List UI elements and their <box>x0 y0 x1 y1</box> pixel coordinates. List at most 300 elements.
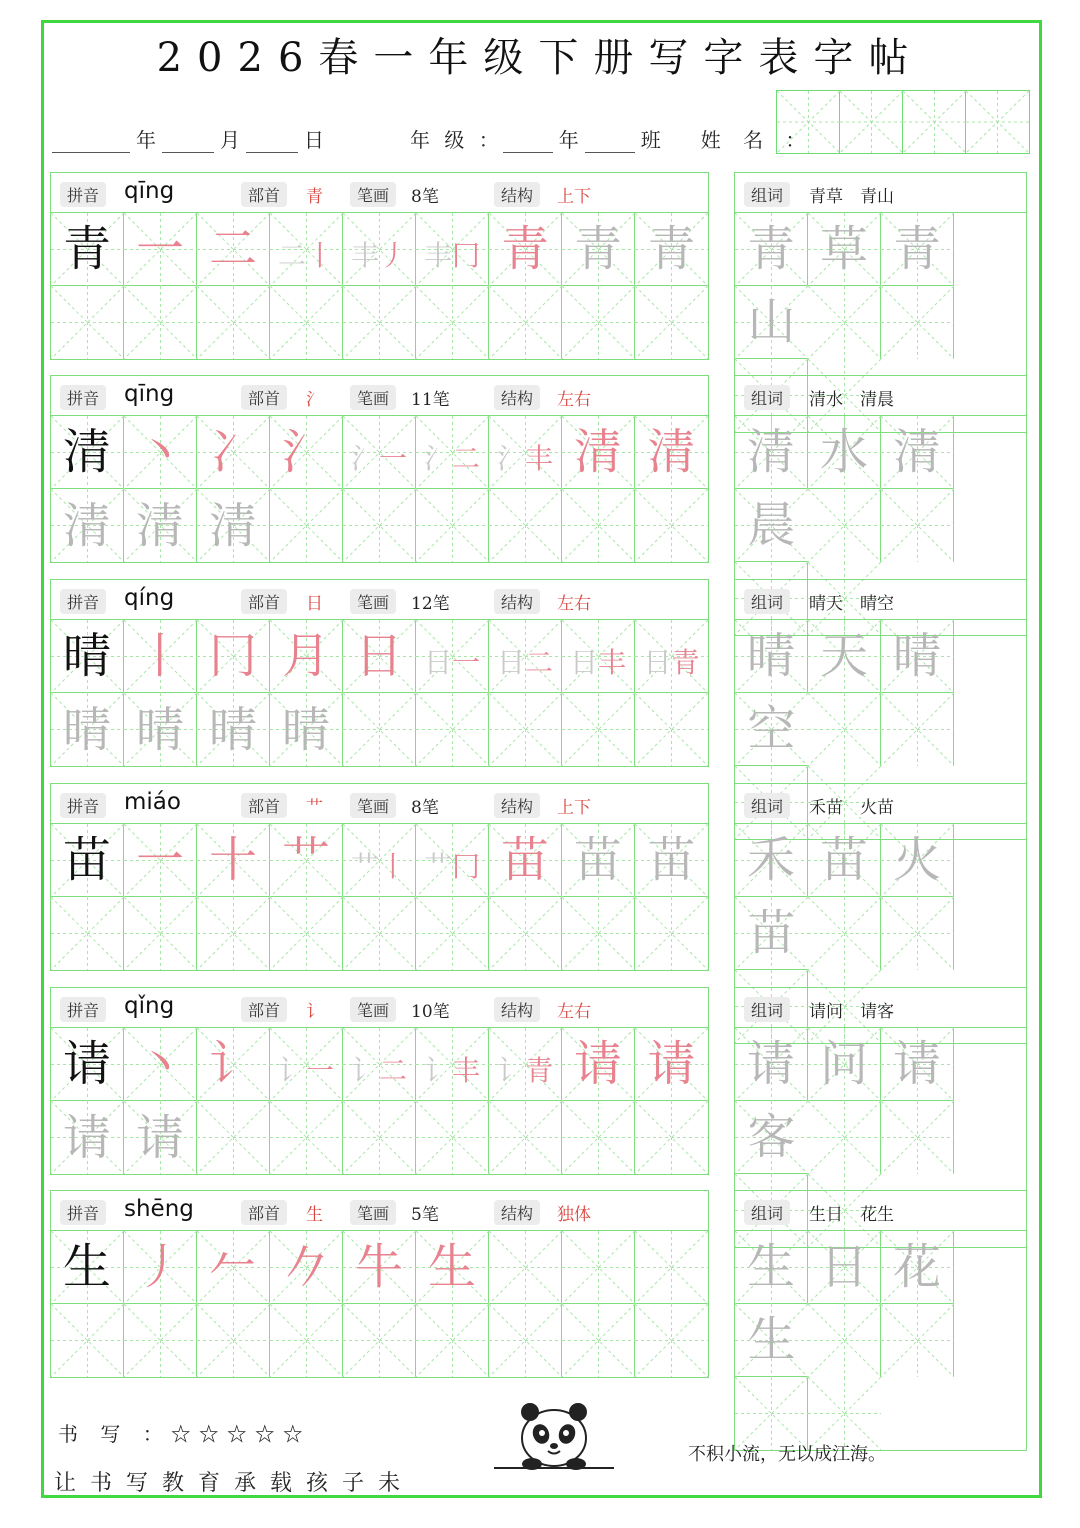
prev-strokes: 讠 <box>277 1054 306 1087</box>
writing-cell[interactable] <box>562 897 635 970</box>
writing-cell[interactable] <box>489 1101 562 1174</box>
new-stroke: 二 <box>452 442 481 475</box>
writing-cell[interactable] <box>51 489 124 562</box>
new-stroke: 丰 <box>598 646 627 679</box>
word-header <box>735 784 1026 824</box>
word-cell <box>735 620 808 693</box>
writing-cell[interactable] <box>197 1101 270 1174</box>
writing-cell[interactable] <box>51 1101 124 1174</box>
structure-value: 上下 <box>557 187 591 207</box>
stroke-step <box>135 424 184 480</box>
name-box-cell[interactable] <box>966 91 1029 153</box>
words-value: 晴天 晴空 <box>809 594 894 614</box>
word-cell[interactable] <box>808 1101 881 1174</box>
word-trace-character: 天 <box>819 628 868 684</box>
model-character: 苗 <box>62 832 111 888</box>
structure-value: 左右 <box>557 390 591 410</box>
writing-cell[interactable] <box>562 1101 635 1174</box>
stroke-order-cell <box>416 1028 489 1101</box>
stroke-step <box>647 424 696 480</box>
writing-cell[interactable] <box>635 1101 708 1174</box>
word-cell[interactable] <box>881 693 954 766</box>
writing-cell[interactable] <box>416 1101 489 1174</box>
word-trace-character: 山 <box>747 294 796 350</box>
stroke-order-cell <box>124 620 197 693</box>
new-stroke: 冂 <box>452 850 481 883</box>
pinyin-value: miáo <box>124 789 181 815</box>
stroke-order-cell <box>343 1231 416 1304</box>
stroke-order-cell <box>343 620 416 693</box>
stroke-order-cell <box>489 620 562 693</box>
new-stroke: 一 <box>135 221 184 277</box>
practice-grid <box>51 1231 708 1377</box>
writing-cell[interactable] <box>635 286 708 359</box>
character-info-header <box>51 1191 708 1231</box>
word-cell[interactable] <box>881 1304 954 1377</box>
stroke-step <box>500 832 549 888</box>
page-title: 2026春一年级下册写字表字帖 <box>156 35 924 81</box>
stroke-step <box>278 1040 334 1088</box>
writing-cell[interactable] <box>416 897 489 970</box>
word-cell <box>881 213 954 286</box>
word-grid <box>735 1231 1026 1450</box>
words-tag: 组词 <box>744 385 790 410</box>
new-stroke: 氵 <box>281 424 330 480</box>
year-label: 年 <box>136 128 156 152</box>
writing-cell[interactable] <box>270 286 343 359</box>
stroke-step <box>573 1036 622 1092</box>
stroke-step <box>643 632 699 680</box>
word-cell <box>808 213 881 286</box>
stroke-order-cell <box>562 824 635 897</box>
pinyin-value: qíng <box>124 585 175 611</box>
writing-cell[interactable] <box>51 897 124 970</box>
word-cell[interactable] <box>881 897 954 970</box>
writing-cell[interactable] <box>635 1304 708 1377</box>
new-stroke: 讠 <box>208 1036 257 1092</box>
stroke-step <box>135 1036 184 1092</box>
new-stroke: 十 <box>208 832 257 888</box>
stroke-step <box>135 628 184 684</box>
new-stroke: 二 <box>379 1054 408 1087</box>
writing-cell[interactable] <box>562 693 635 766</box>
model-character: 晴 <box>62 628 111 684</box>
stroke-step <box>424 632 480 680</box>
stroke-order-cell <box>489 1231 562 1304</box>
word-trace-character: 空 <box>747 701 796 757</box>
name-box-cell[interactable] <box>777 91 840 153</box>
prev-strokes: 日 <box>569 646 598 679</box>
panda-icon <box>494 1396 614 1478</box>
new-stroke: 清 <box>573 424 622 480</box>
pinyin-tag: 拼音 <box>60 1200 106 1225</box>
word-header <box>735 580 1026 620</box>
word-trace-character: 青 <box>746 221 795 277</box>
character-practice-block <box>50 172 709 360</box>
character-info-header <box>51 784 708 824</box>
word-cell <box>735 213 808 286</box>
new-stroke: 日 <box>354 628 403 684</box>
writing-cell[interactable] <box>489 897 562 970</box>
word-cell <box>881 824 954 897</box>
writing-cell[interactable] <box>489 489 562 562</box>
stroke-order-cell <box>635 824 708 897</box>
stroke-step <box>281 424 330 480</box>
structure-tag: 结构 <box>494 182 540 207</box>
radical-value: 讠 <box>306 1002 323 1022</box>
writing-cell[interactable] <box>416 693 489 766</box>
new-stroke: 丨 <box>379 850 408 883</box>
word-trace-character: 青 <box>892 221 941 277</box>
prev-strokes: 日 <box>643 646 672 679</box>
stroke-step <box>424 836 480 884</box>
strokes-tag: 笔画 <box>350 1200 396 1225</box>
words-tag: 组词 <box>744 589 790 614</box>
word-cell[interactable] <box>808 1304 881 1377</box>
stroke-step <box>351 836 407 884</box>
model-cell <box>51 1231 124 1304</box>
stroke-step <box>424 428 480 476</box>
character-practice-block <box>50 783 709 971</box>
stroke-order-cell <box>635 620 708 693</box>
writing-cell[interactable] <box>270 693 343 766</box>
prev-strokes: 日 <box>423 646 452 679</box>
name-label: 姓 名 ： <box>700 128 814 152</box>
new-stroke: 请 <box>647 1036 696 1092</box>
grade-year-label: 年 <box>558 128 579 152</box>
new-stroke: 𠂉 <box>208 1239 257 1295</box>
writing-cell[interactable] <box>343 693 416 766</box>
word-cell[interactable] <box>881 1101 954 1174</box>
stroke-step <box>351 1040 407 1088</box>
writing-cell[interactable] <box>124 693 197 766</box>
radical-tag: 部首 <box>241 997 287 1022</box>
word-trace-character: 晨 <box>747 497 796 553</box>
new-stroke: 请 <box>573 1036 622 1092</box>
grade-label: 年 级 ： <box>410 128 503 152</box>
name-boxes[interactable] <box>776 90 1030 154</box>
trace-character: 晴 <box>208 701 257 758</box>
stroke-step <box>208 628 257 684</box>
writing-cell[interactable] <box>197 897 270 970</box>
new-stroke: 𠂊 <box>281 1239 330 1295</box>
new-stroke: 丶 <box>135 424 184 480</box>
stroke-order-cell <box>270 1231 343 1304</box>
writing-cell[interactable] <box>635 489 708 562</box>
stroke-order-cell <box>270 620 343 693</box>
rating-stars: 书 写 ：☆☆☆☆☆ <box>58 1422 311 1446</box>
student-info-line <box>52 124 813 153</box>
words-value: 请问 请客 <box>809 1002 894 1022</box>
grade-blank[interactable] <box>503 133 553 153</box>
writing-cell[interactable] <box>562 1304 635 1377</box>
word-cell[interactable] <box>808 489 881 562</box>
name-box-cell[interactable] <box>840 91 903 153</box>
structure-value: 上下 <box>557 798 591 818</box>
stroke-step <box>497 428 553 476</box>
character-info-header <box>51 376 708 416</box>
new-stroke: 月 <box>281 628 330 684</box>
model-cell <box>51 824 124 897</box>
stroke-step <box>135 832 184 888</box>
stroke-order-cell <box>343 824 416 897</box>
radical-value: 艹 <box>306 798 323 818</box>
writing-cell[interactable] <box>489 286 562 359</box>
stroke-order-cell <box>270 213 343 286</box>
prev-strokes: 艹 <box>423 850 452 883</box>
word-cell <box>808 620 881 693</box>
practice-grid <box>51 416 708 562</box>
strokes-tag: 笔画 <box>350 182 396 207</box>
structure-value: 左右 <box>557 594 591 614</box>
word-header <box>735 376 1026 416</box>
quote-text: 不积小流，无以成江海。 <box>688 1444 886 1465</box>
pinyin-tag: 拼音 <box>60 997 106 1022</box>
word-header <box>735 1191 1026 1231</box>
trace-character: 晴 <box>281 701 330 758</box>
writing-cell[interactable] <box>124 1101 197 1174</box>
stroke-step <box>570 632 626 680</box>
writing-cell[interactable] <box>51 286 124 359</box>
words-tag: 组词 <box>744 1200 790 1225</box>
character-practice-block <box>50 987 709 1175</box>
writing-cell[interactable] <box>197 489 270 562</box>
writing-cell[interactable] <box>562 286 635 359</box>
writing-cell[interactable] <box>270 897 343 970</box>
stroke-order-cell <box>416 620 489 693</box>
pinyin-tag: 拼音 <box>60 589 106 614</box>
word-cell <box>881 416 954 489</box>
character-practice-block <box>50 375 709 563</box>
stroke-step <box>424 225 480 273</box>
trace-character: 清 <box>62 497 111 554</box>
pinyin-tag: 拼音 <box>60 385 106 410</box>
stroke-step <box>500 221 549 277</box>
stroke-step <box>351 428 407 476</box>
structure-tag: 结构 <box>494 385 540 410</box>
word-cell[interactable] <box>881 286 954 359</box>
word-cell <box>735 1101 808 1174</box>
strokes-value: 8笔 <box>411 187 439 207</box>
writing-cell[interactable] <box>635 897 708 970</box>
practice-grid <box>51 213 708 359</box>
stroke-order-cell <box>416 824 489 897</box>
slogan-text: 让书写教育承载孩子未 <box>54 1471 415 1496</box>
strokes-value: 5笔 <box>411 1205 439 1225</box>
word-practice-block <box>734 1190 1027 1451</box>
writing-cell[interactable] <box>343 1304 416 1377</box>
strokes-tag: 笔画 <box>350 997 396 1022</box>
model-character: 清 <box>62 424 111 480</box>
stroke-order-cell <box>562 1028 635 1101</box>
word-cell <box>735 897 808 970</box>
pinyin-value: qīng <box>124 178 175 204</box>
word-trace-character: 禾 <box>746 832 795 888</box>
writing-cell[interactable] <box>343 1101 416 1174</box>
radical-tag: 部首 <box>241 589 287 614</box>
character-info-header <box>51 173 708 213</box>
writing-cell[interactable] <box>270 1101 343 1174</box>
writing-cell[interactable] <box>124 1304 197 1377</box>
word-cell[interactable] <box>808 286 881 359</box>
model-cell <box>51 1028 124 1101</box>
stroke-step <box>208 424 257 480</box>
stroke-order-cell <box>343 416 416 489</box>
prev-strokes: 氵 <box>423 442 452 475</box>
stroke-step <box>208 832 257 888</box>
model-cell <box>51 620 124 693</box>
words-value: 禾苗 火苗 <box>809 798 894 818</box>
prev-strokes: 讠 <box>496 1054 525 1087</box>
new-stroke: 清 <box>647 424 696 480</box>
month-blank[interactable] <box>162 133 214 153</box>
stroke-order-cell <box>197 416 270 489</box>
structure-value: 左右 <box>557 1002 591 1022</box>
stroke-step <box>135 1239 184 1295</box>
word-cell <box>735 1304 808 1377</box>
stroke-order-cell <box>197 824 270 897</box>
stroke-order-cell <box>635 213 708 286</box>
writing-cell[interactable] <box>270 1304 343 1377</box>
word-cell <box>881 620 954 693</box>
stroke-order-cell <box>489 416 562 489</box>
new-stroke: 一 <box>135 832 184 888</box>
prev-strokes: 艹 <box>350 850 379 883</box>
new-stroke: 艹 <box>281 832 330 888</box>
new-stroke: 青 <box>671 646 700 679</box>
word-trace-character: 生 <box>747 1312 796 1368</box>
word-cell[interactable] <box>881 489 954 562</box>
word-trace-character: 问 <box>819 1036 868 1092</box>
new-stroke: 冂 <box>208 628 257 684</box>
name-box-cell[interactable] <box>903 91 966 153</box>
stroke-step <box>354 1239 403 1295</box>
writing-cell[interactable] <box>197 286 270 359</box>
new-stroke: 丿 <box>379 239 408 272</box>
writing-cell[interactable] <box>343 897 416 970</box>
word-header <box>735 173 1026 213</box>
writing-cell[interactable] <box>270 489 343 562</box>
day-blank[interactable] <box>246 133 298 153</box>
class-blank[interactable] <box>585 133 635 153</box>
word-trace-character: 苗 <box>747 905 796 961</box>
stroke-step <box>281 1239 330 1295</box>
practice-grid <box>51 824 708 970</box>
writing-cell[interactable] <box>124 489 197 562</box>
stroke-step <box>497 632 553 680</box>
word-cell <box>735 1231 808 1304</box>
words-tag: 组词 <box>744 182 790 207</box>
word-cell[interactable] <box>808 693 881 766</box>
trace-character: 青 <box>573 221 622 277</box>
stroke-step <box>135 221 184 277</box>
new-stroke: 丨 <box>306 239 335 272</box>
word-cell <box>808 416 881 489</box>
stroke-order-cell <box>270 824 343 897</box>
character-practice-block <box>50 1190 709 1378</box>
structure-tag: 结构 <box>494 1200 540 1225</box>
new-stroke: 丶 <box>135 1036 184 1092</box>
stroke-order-cell <box>197 1028 270 1101</box>
character-info-header <box>51 580 708 620</box>
writing-cell[interactable] <box>562 489 635 562</box>
strokes-value: 12笔 <box>411 594 450 614</box>
word-trace-character: 请 <box>892 1036 941 1092</box>
stroke-step <box>351 225 407 273</box>
word-cell <box>735 693 808 766</box>
writing-cell[interactable] <box>197 693 270 766</box>
stroke-order-cell <box>489 824 562 897</box>
stroke-step <box>208 221 257 277</box>
stroke-step <box>208 1036 257 1092</box>
trace-character: 请 <box>62 1109 111 1166</box>
writing-cell[interactable] <box>489 693 562 766</box>
writing-cell[interactable] <box>416 1304 489 1377</box>
word-cell <box>735 1028 808 1101</box>
structure-tag: 结构 <box>494 589 540 614</box>
writing-cell[interactable] <box>51 693 124 766</box>
word-trace-character: 火 <box>892 832 941 888</box>
writing-cell[interactable] <box>124 286 197 359</box>
new-stroke: 一 <box>452 646 481 679</box>
strokes-value: 10笔 <box>411 1002 450 1022</box>
trace-character: 请 <box>135 1109 184 1166</box>
structure-tag: 结构 <box>494 997 540 1022</box>
word-trace-character: 清 <box>746 424 795 480</box>
writing-cell[interactable] <box>416 489 489 562</box>
writing-cell[interactable] <box>343 286 416 359</box>
prev-strokes: 氵 <box>496 442 525 475</box>
word-trace-character: 晴 <box>746 628 795 684</box>
stroke-order-cell <box>270 416 343 489</box>
stroke-order-cell <box>197 620 270 693</box>
stroke-order-cell <box>635 1231 708 1304</box>
words-value: 青草 青山 <box>809 187 894 207</box>
trace-character: 青 <box>647 221 696 277</box>
writing-cell[interactable] <box>416 286 489 359</box>
stroke-step <box>278 225 334 273</box>
stroke-order-cell <box>270 1028 343 1101</box>
new-stroke: 一 <box>306 1054 335 1087</box>
structure-value: 独体 <box>557 1205 591 1225</box>
model-character: 请 <box>62 1036 111 1092</box>
pinyin-value: qīng <box>124 381 175 407</box>
stroke-order-cell <box>489 1028 562 1101</box>
writing-cell[interactable] <box>124 897 197 970</box>
stroke-order-cell <box>124 824 197 897</box>
stroke-order-cell <box>124 1231 197 1304</box>
stroke-order-cell <box>124 416 197 489</box>
writing-cell[interactable] <box>197 1304 270 1377</box>
writing-cell[interactable] <box>489 1304 562 1377</box>
character-practice-block <box>50 579 709 767</box>
stroke-order-cell <box>124 213 197 286</box>
stroke-order-cell <box>562 1231 635 1304</box>
writing-cell[interactable] <box>343 489 416 562</box>
stroke-step <box>208 1239 257 1295</box>
word-cell <box>881 1028 954 1101</box>
strokes-tag: 笔画 <box>350 385 396 410</box>
day-label: 日 <box>304 128 324 152</box>
word-cell[interactable] <box>808 897 881 970</box>
stroke-step <box>424 1040 480 1088</box>
words-value: 清水 清晨 <box>809 390 894 410</box>
writing-cell[interactable] <box>51 1304 124 1377</box>
new-stroke: 苗 <box>500 832 549 888</box>
writing-cell[interactable] <box>635 693 708 766</box>
stroke-order-cell <box>635 1028 708 1101</box>
radical-value: 生 <box>306 1205 323 1225</box>
